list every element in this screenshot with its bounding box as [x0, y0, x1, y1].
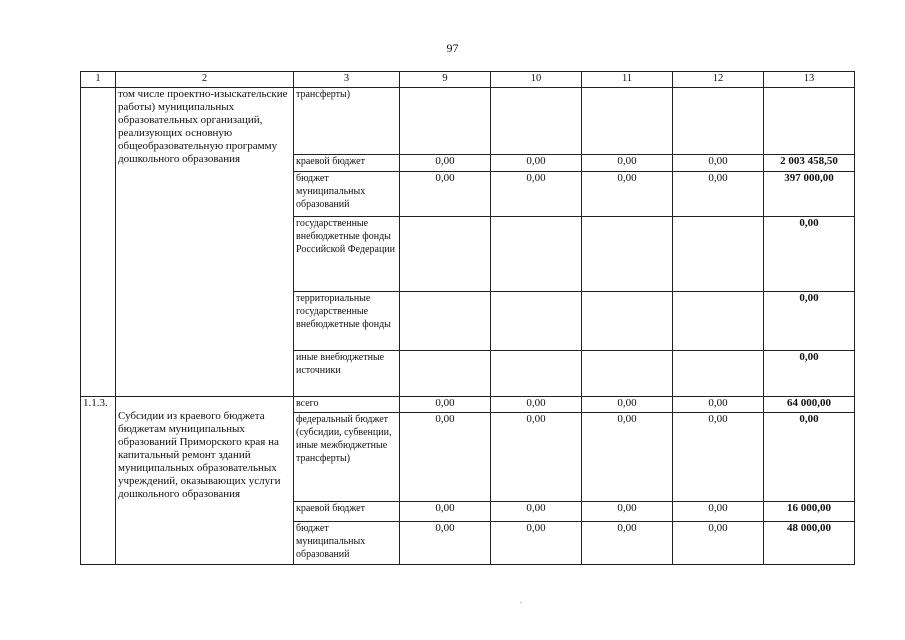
- value-cell: [673, 88, 764, 155]
- funding-source: государственные внебюджетные фонды Российской Федерации: [294, 217, 400, 292]
- total-cell: [764, 88, 855, 155]
- value-cell: 0,00: [673, 155, 764, 172]
- value-cell: [400, 351, 491, 397]
- value-cell: 0,00: [673, 502, 764, 522]
- funding-source: всего: [294, 397, 400, 413]
- value-cell: 0,00: [491, 397, 582, 413]
- item-description: Субсидии из краевого бюджета бюджетам муниципальных образований Приморского края на капитальный ремонт зданий муниципальных образовательных учреждений, оказывающих услуги дошкольного образования: [116, 397, 294, 565]
- value-cell: 0,00: [400, 155, 491, 172]
- total-cell: 2 003 458,50: [764, 155, 855, 172]
- value-cell: [582, 217, 673, 292]
- value-cell: 0,00: [491, 155, 582, 172]
- funding-source: краевой бюджет: [294, 155, 400, 172]
- value-cell: 0,00: [582, 502, 673, 522]
- value-cell: [400, 292, 491, 351]
- funding-source: иные внебюджетные источники: [294, 351, 400, 397]
- value-cell: [673, 217, 764, 292]
- header-cell: 1: [81, 72, 116, 88]
- item-code: [81, 88, 116, 397]
- scan-mark: .: [520, 596, 522, 605]
- header-row: [81, 72, 855, 88]
- header-cell: 3: [294, 72, 400, 88]
- funding-source: трансферты): [294, 88, 400, 155]
- item-code: 1.1.3.: [81, 397, 116, 565]
- page-number: 97: [446, 41, 459, 55]
- value-cell: 0,00: [400, 502, 491, 522]
- total-cell: 64 000,00: [764, 397, 855, 413]
- value-cell: [491, 292, 582, 351]
- value-cell: 0,00: [400, 522, 491, 565]
- value-cell: [582, 351, 673, 397]
- header-cell: 11: [582, 72, 673, 88]
- funding-source: краевой бюджет: [294, 502, 400, 522]
- total-cell: 16 000,00: [764, 502, 855, 522]
- funding-source: федеральный бюджет (субсидии, субвенции, иные межбюджетные трансферты): [294, 413, 400, 502]
- value-cell: 0,00: [491, 502, 582, 522]
- value-cell: [673, 351, 764, 397]
- value-cell: 0,00: [400, 397, 491, 413]
- value-cell: 0,00: [582, 522, 673, 565]
- value-cell: [491, 351, 582, 397]
- value-cell: 0,00: [582, 413, 673, 502]
- value-cell: 0,00: [491, 522, 582, 565]
- value-cell: [582, 292, 673, 351]
- total-cell: 0,00: [764, 413, 855, 502]
- total-cell: 48 000,00: [764, 522, 855, 565]
- item-description: том числе проектно-изыскательские работы) муниципальных образовательных организаций, реализующих основную общеобразовательную программу дошкольного образования: [116, 88, 294, 397]
- value-cell: 0,00: [400, 413, 491, 502]
- funding-source: территориальные государственные внебюджетные фонды: [294, 292, 400, 351]
- value-cell: 0,00: [582, 155, 673, 172]
- value-cell: 0,00: [400, 172, 491, 217]
- header-cell: 10: [491, 72, 582, 88]
- funding-source: бюджет муниципальных образований: [294, 522, 400, 565]
- budget-table: [80, 71, 855, 565]
- value-cell: 0,00: [491, 172, 582, 217]
- total-cell: 0,00: [764, 217, 855, 292]
- value-cell: 0,00: [491, 413, 582, 502]
- header-cell: 9: [400, 72, 491, 88]
- table-row: [81, 88, 855, 155]
- value-cell: 0,00: [582, 172, 673, 217]
- header-cell: 12: [673, 72, 764, 88]
- funding-source: бюджет муниципальных образований: [294, 172, 400, 217]
- value-cell: [491, 217, 582, 292]
- value-cell: [582, 88, 673, 155]
- value-cell: 0,00: [582, 397, 673, 413]
- total-cell: 0,00: [764, 292, 855, 351]
- value-cell: 0,00: [673, 413, 764, 502]
- value-cell: 0,00: [673, 522, 764, 565]
- total-cell: 0,00: [764, 351, 855, 397]
- header-cell: 13: [764, 72, 855, 88]
- value-cell: 0,00: [673, 397, 764, 413]
- value-cell: [491, 88, 582, 155]
- total-cell: 397 000,00: [764, 172, 855, 217]
- value-cell: [673, 292, 764, 351]
- value-cell: 0,00: [673, 172, 764, 217]
- table-row: [81, 397, 855, 413]
- value-cell: [400, 88, 491, 155]
- header-cell: 2: [116, 72, 294, 88]
- value-cell: [400, 217, 491, 292]
